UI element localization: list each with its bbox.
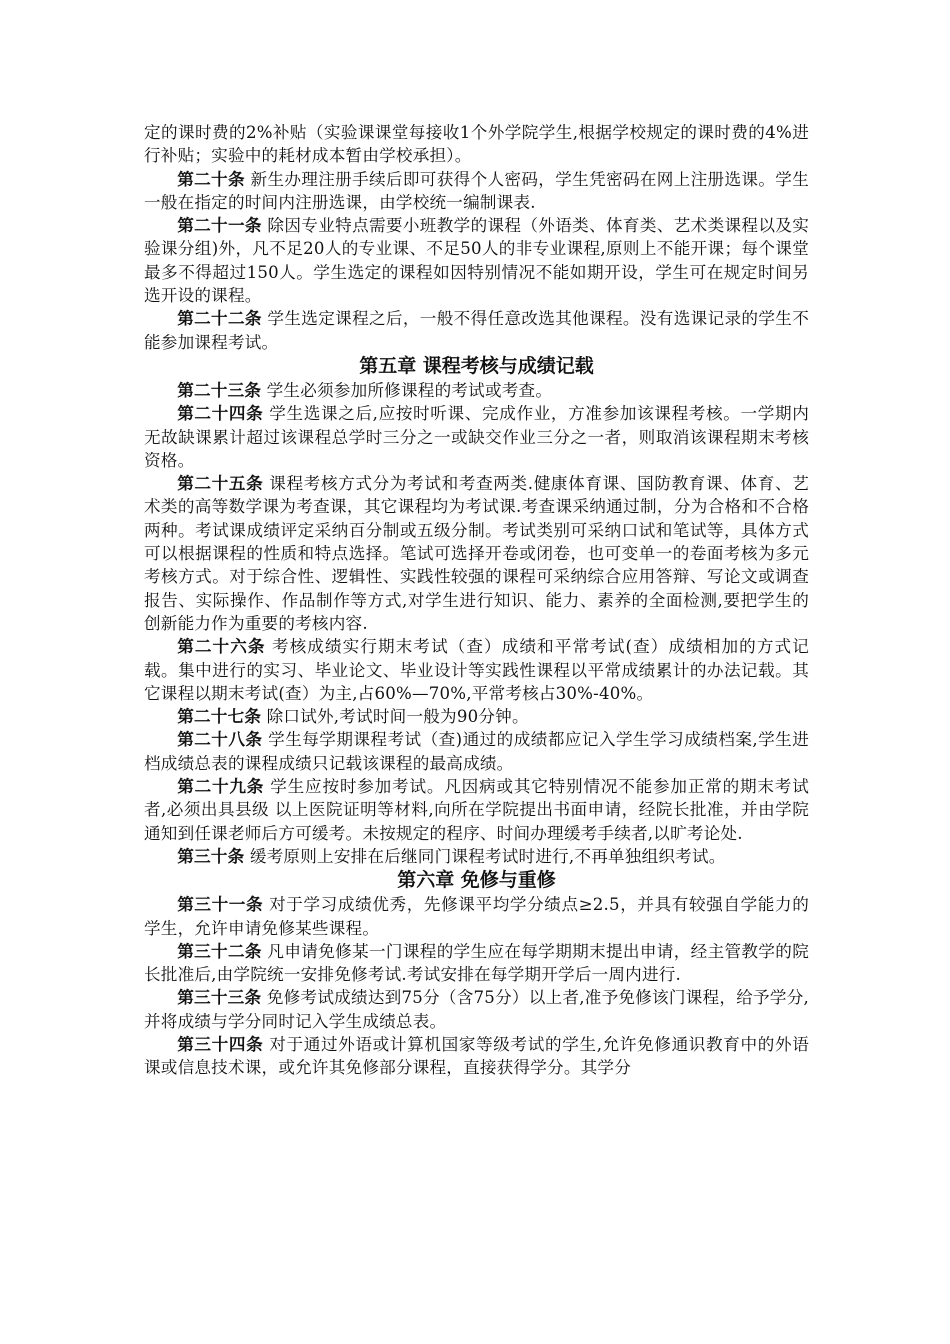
article-text: 对于学习成绩优秀，先修课平均学分绩点≥2.5，并具有较强自学能力的学生，允许申请免修某些课程。 bbox=[144, 895, 810, 938]
document-page bbox=[144, 121, 809, 1080]
article-label: 第三十四条 bbox=[177, 1034, 264, 1054]
paragraph-continuation bbox=[144, 121, 809, 168]
article-text: 除口试外,考试时间一般为90分钟。 bbox=[261, 707, 529, 727]
article-21 bbox=[144, 214, 809, 307]
article-label: 第二十一条 bbox=[177, 216, 262, 236]
article-label: 第二十条 bbox=[177, 169, 245, 189]
article-25 bbox=[144, 472, 809, 635]
article-text: 课程考核方式分为考试和考查两类.健康体育课、国防教育课、体育、艺术类的高等数学课为考查课，其它课程均为考试课.考查课采纳通过制，分为合格和不合格两种。考试课成绩评定采纳百分制或五级分制。考试类别可采纳口试和笔试等，具体方式可以根据课程的性质和特点选择。笔试可选择开卷或闭卷，也可变单一的卷面考核为多元考核方式。对于综合性、逻辑性、实践性较强的课程可采纳综合应用答辩、写论文或调查报告、实际操作、作品制作等方式,对学生进行知识、能力、素养的全面检测,要把学生的创新能力作为重要的考核内容. bbox=[144, 474, 810, 633]
article-text: 学生选课之后,应按时听课、完成作业，方准参加该课程考核。一学期内无故缺课累计超过该课程总学时三分之一或缺交作业三分之一者，则取消该课程期末考核资格。 bbox=[144, 404, 809, 470]
article-23 bbox=[144, 379, 809, 402]
chapter-5-heading: 第五章 课程考核与成绩记载 bbox=[359, 354, 594, 377]
article-text: 学生选定课程之后，一般不得任意改选其他课程。没有选课记录的学生不能参加课程考试。 bbox=[144, 309, 809, 352]
article-text: 免修考试成绩达到75分（含75分）以上者,准予免修该门课程，给予学分,并将成绩与学分同时记入学生成绩总表。 bbox=[144, 988, 809, 1031]
article-text: 缓考原则上安排在后继同门课程考试时进行,不再单独组织考试。 bbox=[244, 846, 726, 866]
article-27 bbox=[144, 705, 809, 728]
article-34 bbox=[144, 1033, 809, 1080]
article-label: 第二十二条 bbox=[177, 309, 262, 329]
article-label: 第二十六条 bbox=[177, 637, 266, 657]
article-label: 第三十条 bbox=[177, 846, 245, 866]
article-label: 第二十七条 bbox=[177, 707, 262, 727]
article-24 bbox=[144, 402, 809, 472]
article-label: 第三十二条 bbox=[177, 941, 262, 961]
article-text: 学生必须参加所修课程的考试或考查。 bbox=[261, 380, 553, 400]
article-33 bbox=[144, 986, 809, 1033]
chapter-6-heading: 第六章 免修与重修 bbox=[397, 869, 556, 892]
article-text: 考核成绩实行期末考试（查）成绩和平常考试(查）成绩相加的方式记载。集中进行的实习、毕业论文、毕业设计等实践性课程以平常成绩累计的办法记载。其它课程以期末考试(查）为主,占60%—70%,平常考核占30%-40%。 bbox=[144, 637, 810, 703]
article-text: 学生每学期课程考试（查)通过的成绩都应记入学生学习成绩档案,学生进档成绩总表的课程成绩只记载该课程的最高成绩。 bbox=[144, 730, 809, 773]
article-text: 学生应按时参加考试。凡因病或其它特别情况不能参加正常的期末考试者,必须出具县级 以上医院证明等材料,向所在学院提出书面申请，经院长批准，并由学院通知到任课老师后方可缓考。未按规定的程序、时间办理缓考手续者,以旷考论处. bbox=[144, 777, 809, 843]
article-31 bbox=[144, 893, 809, 940]
article-label: 第二十三条 bbox=[177, 380, 262, 400]
article-30 bbox=[144, 845, 809, 868]
article-label: 第二十八条 bbox=[177, 730, 263, 750]
article-label: 第三十一条 bbox=[177, 895, 264, 915]
article-label: 第三十三条 bbox=[177, 988, 262, 1008]
article-text: 除因专业特点需要小班教学的课程（外语类、体育类、艺术类课程以及实验课分组)外，凡不足20人的专业课、不足50人的非专业课程,原则上不能开课；每个课堂最多不得超过150人。学生选定的课程如因特别情况不能如期开设，学生可在规定时间另选开设的课程。 bbox=[144, 216, 809, 306]
article-text: 凡申请免修某一门课程的学生应在每学期期末提出申请，经主管教学的院长批准后,由学院统一安排免修考试.考试安排在每学期开学后一周内进行. bbox=[144, 941, 809, 985]
article-29 bbox=[144, 775, 809, 845]
article-28 bbox=[144, 728, 809, 775]
article-22 bbox=[144, 307, 809, 354]
article-label: 第二十四条 bbox=[177, 404, 264, 424]
article-26 bbox=[144, 635, 809, 705]
article-text: 对于通过外语或计算机国家等级考试的学生,允许免修通识教育中的外语课或信息技术课，或允许其免修部分课程，直接获得学分。其学分 bbox=[144, 1034, 809, 1078]
paragraph-text: 定的课时费的2%补贴（实验课课堂每接收1个外学院学生,根据学校规定的课时费的4%进行补贴；实验中的耗材成本暂由学校承担）。 bbox=[144, 123, 809, 166]
article-20 bbox=[144, 168, 809, 215]
article-32 bbox=[144, 940, 809, 987]
article-label: 第二十九条 bbox=[177, 777, 265, 797]
article-text: 新生办理注册手续后即可获得个人密码，学生凭密码在网上注册选课。学生一般在指定的时间内注册选课，由学校统一编制课表. bbox=[144, 169, 809, 212]
article-label: 第二十五条 bbox=[177, 474, 264, 494]
